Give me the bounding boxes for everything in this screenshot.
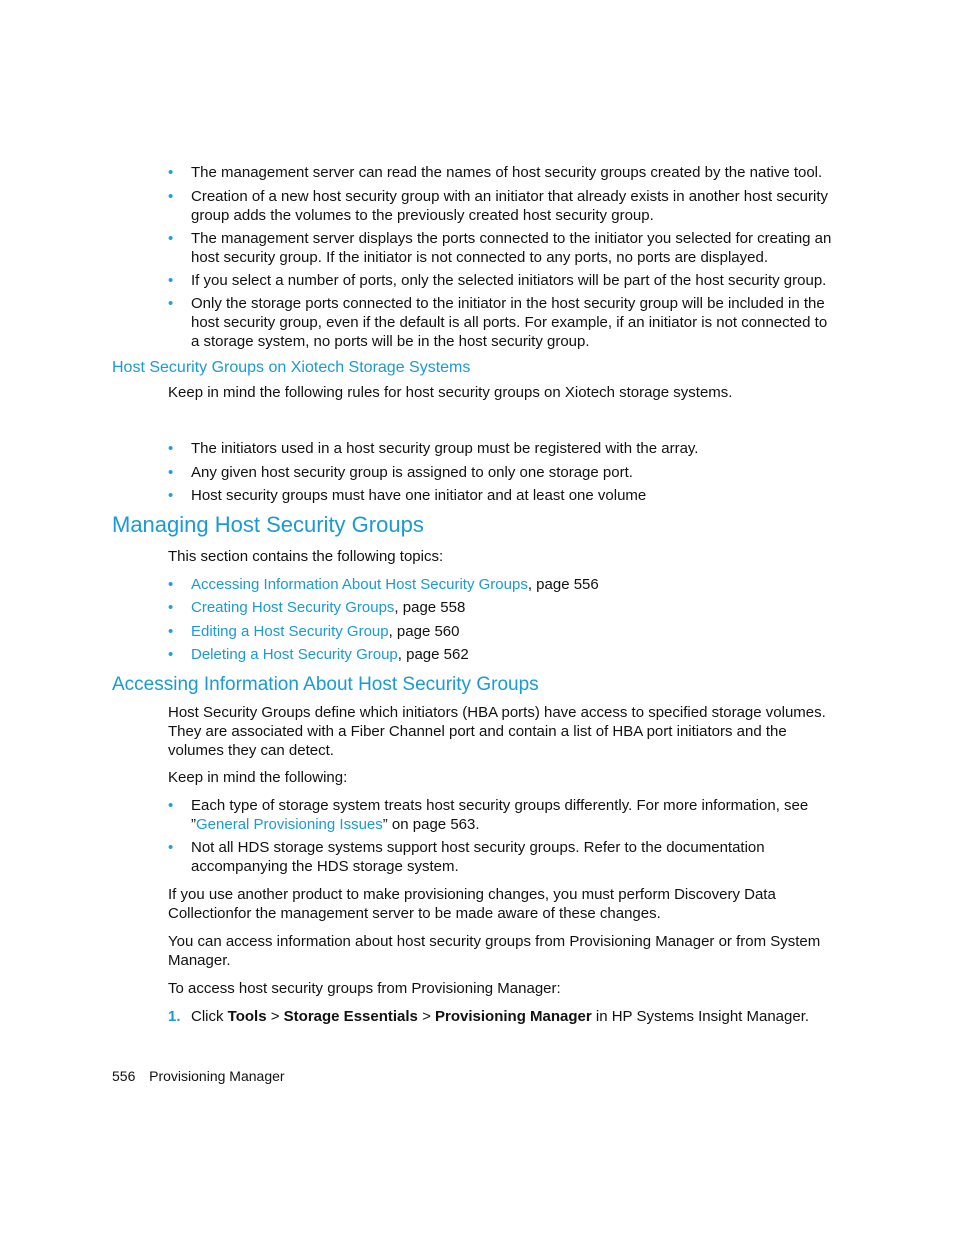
bullet-icon: •: [168, 576, 174, 593]
topic-link-editing[interactable]: Editing a Host Security Group: [191, 623, 389, 640]
menu-provisioning-manager: Provisioning Manager: [435, 1008, 592, 1025]
bullet-icon: •: [168, 487, 174, 504]
topic-link-deleting[interactable]: Deleting a Host Security Group: [191, 646, 398, 663]
footer-title: Provisioning Manager: [149, 1068, 285, 1084]
list-item-text: Each type of storage system treats host security groups differently. For more information, see ”: [191, 797, 809, 833]
topic-page: , page 562: [397, 646, 469, 663]
accessing-para-4: You can access information about host security groups from Provisioning Manager or from System Manager.: [168, 933, 821, 969]
managing-intro: This section contains the following topics:: [168, 548, 444, 565]
topic-item: [168, 645, 838, 664]
topic-item: [168, 598, 838, 617]
bullet-icon: •: [168, 797, 174, 814]
list-item: [168, 486, 838, 505]
bullet-icon: •: [168, 164, 174, 181]
step-separator: >: [266, 1008, 284, 1025]
list-item-text: ” on page 563.: [382, 816, 480, 833]
list-item: [168, 163, 838, 182]
step-text: in HP Systems Insight Manager.: [591, 1008, 810, 1025]
topic-page: , page 560: [388, 623, 460, 640]
accessing-para-1: Host Security Groups define which initiators (HBA ports) have access to specified storage volumes. They are associated with a Fiber Channel port and contain a list of HBA port initiators and the volumes they can detect.: [168, 704, 826, 759]
step-text: Click: [191, 1008, 228, 1025]
page-number: 556: [112, 1068, 136, 1084]
list-item-text: The management server can read the names of host security groups created by the native tool.: [191, 164, 823, 181]
section-heading-managing: Managing Host Security Groups: [112, 512, 424, 537]
bullet-icon: •: [168, 464, 174, 481]
page-footer: [112, 1067, 285, 1085]
bullet-icon: •: [168, 623, 174, 640]
topic-page: , page 558: [394, 599, 466, 616]
list-item: [168, 463, 838, 482]
accessing-para-2: Keep in mind the following:: [168, 769, 348, 786]
step-item: [168, 1007, 838, 1026]
bullet-icon: •: [168, 839, 174, 856]
bullet-icon: •: [168, 272, 174, 289]
menu-tools: Tools: [227, 1008, 267, 1025]
bullet-icon: •: [168, 646, 174, 663]
accessing-para-3: If you use another product to make provisioning changes, you must perform Discovery Data Collectionfor the management server to be made aware of these changes.: [168, 886, 776, 922]
topic-link-creating[interactable]: Creating Host Security Groups: [191, 599, 395, 616]
bullet-icon: •: [168, 295, 174, 312]
list-item: [168, 294, 838, 351]
accessing-para-5: To access host security groups from Provisioning Manager:: [168, 980, 561, 997]
list-item-text: Any given host security group is assigned to only one storage port.: [191, 464, 633, 481]
list-item-text: The initiators used in a host security group must be registered with the array.: [191, 440, 699, 457]
topic-page: , page 556: [527, 576, 599, 593]
menu-storage-essentials: Storage Essentials: [283, 1008, 418, 1025]
list-item-text: Host security groups must have one initiator and at least one volume: [191, 487, 647, 504]
list-item: [168, 271, 838, 290]
step-number: 1.: [168, 1008, 181, 1025]
list-item-text: If you select a number of ports, only the selected initiators will be part of the host security group.: [191, 272, 827, 289]
general-provisioning-link[interactable]: General Provisioning Issues: [196, 816, 383, 833]
section-heading-accessing: Accessing Information About Host Security Groups: [112, 674, 539, 695]
topic-link-accessing[interactable]: Accessing Information About Host Security Groups: [191, 576, 528, 593]
topic-item: [168, 575, 838, 594]
bullet-icon: •: [168, 440, 174, 457]
list-item: [168, 439, 838, 458]
list-item: [168, 796, 838, 834]
list-item: [168, 229, 838, 267]
list-item: [168, 187, 838, 225]
list-item-text: Only the storage ports connected to the initiator in the host security group will be included in the host security group, even if the default is all ports. For example, if an initiator is not connected to a storage system, no ports will be in the host security group.: [191, 295, 828, 350]
list-item-text: Creation of a new host security group with an initiator that already exists in another host security group adds the volumes to the previously created host security group.: [191, 188, 828, 224]
list-item-text: The management server displays the ports connected to the initiator you selected for creating an host security group. If the initiator is not connected to any ports, no ports are displayed.: [191, 230, 832, 266]
list-item: [168, 838, 838, 876]
topic-item: [168, 622, 838, 641]
section-heading-xiotech: Host Security Groups on Xiotech Storage Systems: [112, 359, 471, 376]
step-separator: >: [417, 1008, 436, 1025]
bullet-icon: •: [168, 599, 174, 616]
xiotech-intro: Keep in mind the following rules for host security groups on Xiotech storage systems.: [168, 384, 733, 401]
list-item-text: Not all HDS storage systems support host security groups. Refer to the documentation accompanying the HDS storage system.: [191, 839, 765, 875]
bullet-icon: •: [168, 188, 174, 205]
bullet-icon: •: [168, 230, 174, 247]
